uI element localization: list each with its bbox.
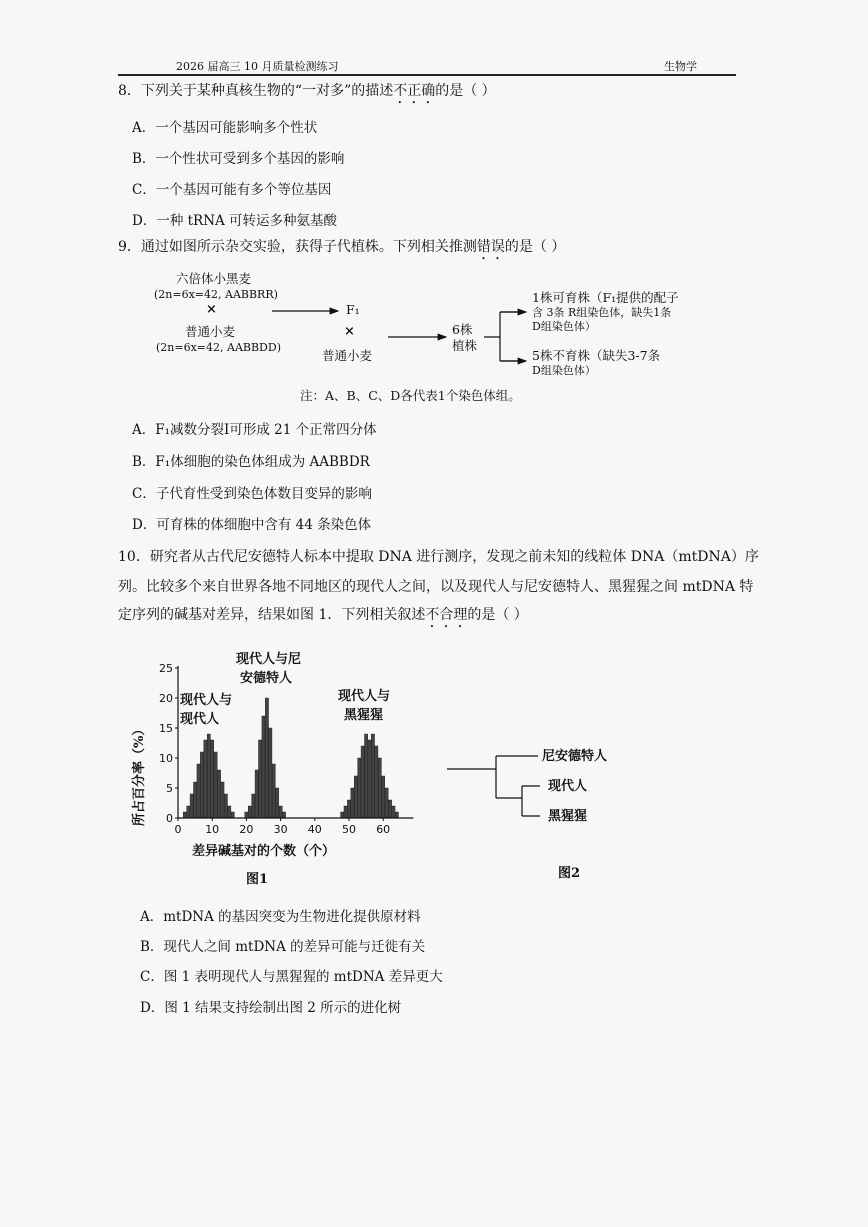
histogram-bar: [276, 788, 279, 818]
histogram-bar: [190, 794, 193, 818]
y-tick-label: 10: [159, 752, 173, 765]
parent2-karyotype: (2n=6x=42, AABBDD): [156, 341, 281, 354]
q9-stem: 9．通过如图所示杂交实验，获得子代植株。下列相关推测错误的是（ ）: [118, 239, 566, 255]
branch-bracket: [484, 312, 524, 361]
y-axis-title: 所占百分率（%）: [132, 722, 147, 826]
histogram-bar: [183, 812, 186, 818]
tree-label-neanderthal: 尼安德特人: [542, 749, 608, 764]
x-tick-label: 60: [376, 823, 391, 836]
fertile-result-2: 含 3条 R组染色体，缺失1条: [532, 306, 672, 319]
cross-symbol-1: ×: [206, 302, 217, 317]
q10-option-a[interactable]: A．mtDNA 的基因突变为生物进化提供原材料: [140, 909, 421, 925]
y-tick-label: 20: [159, 692, 173, 705]
q9-option-c[interactable]: C．子代育性受到染色体数目变异的影响: [132, 486, 372, 502]
histogram-bar: [217, 770, 220, 818]
series-label-chimp-1: 现代人与: [338, 689, 391, 704]
histogram-bar: [228, 806, 231, 818]
cross-symbol-2: ×: [344, 324, 355, 339]
cross-arrows: [0, 0, 868, 400]
histogram-bar: [211, 740, 214, 818]
q8-option-c[interactable]: C．一个基因可能有多个等位基因: [132, 182, 332, 198]
x-axis-title: 差异碱基对的个数（个）: [192, 844, 336, 859]
histogram-bar: [388, 800, 391, 818]
q8-stem: 8．下列关于某种真核生物的“一对多”的描述不正确的是（ ）: [118, 83, 496, 99]
q10-option-d[interactable]: D．图 1 结果支持绘制出图 2 所示的进化树: [140, 1000, 402, 1016]
histogram-bar: [282, 812, 285, 818]
series-label-human-2: 现代人: [180, 712, 220, 727]
histogram-bar: [200, 752, 203, 818]
histogram-bar: [385, 788, 388, 818]
backcross-parent: 普通小麦: [322, 348, 373, 363]
y-tick-label: 5: [166, 782, 173, 795]
histogram-bar: [344, 806, 347, 818]
q8-option-d[interactable]: D．一种 tRNA 可转运多种氨基酸: [132, 213, 338, 229]
tree-label-modern-human: 现代人: [548, 779, 588, 794]
exam-title: 2026 届高三 10 月质量检测练习: [176, 60, 339, 73]
q9-option-b[interactable]: B．F₁体细胞的染色体组成为 AABBDR: [132, 454, 370, 470]
histogram-bar: [197, 764, 200, 818]
y-tick-label: 0: [166, 812, 173, 825]
sterile-result-2: D组染色体）: [532, 364, 596, 377]
parent1-karyotype: (2n=6x=42, AABBRR): [154, 288, 278, 301]
histogram-bar: [224, 794, 227, 818]
histogram-bar: [368, 740, 371, 818]
histogram-bar: [194, 782, 197, 818]
histogram-bar: [204, 740, 207, 818]
histogram-bar: [351, 788, 354, 818]
q10-line-3: 定序列的碱基对差异，结果如图 1．下列相关叙述不合理的是（ ）: [118, 607, 528, 623]
histogram-bar: [354, 776, 357, 818]
histogram-bar: [358, 758, 361, 818]
series-label-neanderthal-2: 安德特人: [240, 671, 293, 686]
histogram-bar: [279, 806, 282, 818]
histogram-bar: [262, 716, 265, 818]
x-tick-label: 50: [342, 823, 356, 836]
histogram-bar: [269, 728, 272, 818]
q8-option-b[interactable]: B．一个性状可受到多个基因的影响: [132, 151, 345, 167]
q8-emphasis: 不正确: [393, 83, 436, 99]
histogram-bar: [395, 812, 398, 818]
histogram-bar: [248, 806, 251, 818]
offspring-label: 植株: [452, 338, 478, 353]
fertile-result-1: 1株可育株（F₁提供的配子: [532, 290, 679, 305]
q10-line-1: 10．研究者从古代尼安德特人标本中提取 DNA 进行测序，发现之前未知的线粒体 DNA（mtDNA）序: [118, 549, 759, 565]
q9-option-a[interactable]: A．F₁减数分裂Ⅰ可形成 21 个正常四分体: [132, 422, 377, 438]
x-tick-label: 20: [239, 823, 254, 836]
histogram-bar: [378, 758, 381, 818]
figure-2-caption: 图2: [558, 866, 581, 881]
histogram-bar: [207, 734, 210, 818]
histogram-bar: [341, 812, 344, 818]
diagram-note: 注：A、B、C、D各代表1个染色体组。: [300, 388, 521, 403]
histogram-bar: [214, 752, 217, 818]
histogram-bar: [365, 734, 368, 818]
q10-emphasis: 不合理: [425, 607, 468, 623]
parent2-name: 普通小麦: [185, 324, 236, 339]
histogram-bar: [347, 800, 350, 818]
histogram-bar: [245, 812, 248, 818]
x-tick-label: 10: [205, 823, 220, 836]
figure-1-caption: 图1: [246, 872, 269, 887]
histogram-bar: [265, 698, 268, 818]
q8-option-a[interactable]: A．一个基因可能影响多个性状: [132, 120, 318, 136]
q9-option-d[interactable]: D．可育株的体细胞中含有 44 条染色体: [132, 517, 372, 533]
histogram-bar: [258, 740, 261, 818]
phylogenetic-tree: [440, 740, 550, 830]
histogram-bar: [221, 782, 224, 818]
f1-label: F₁: [346, 302, 360, 317]
series-label-neanderthal-1: 现代人与尼: [236, 652, 302, 667]
histogram-bar: [187, 806, 190, 818]
histogram-bar: [382, 776, 385, 818]
series-label-human-1: 现代人与: [180, 693, 233, 708]
histogram-bar: [371, 734, 374, 818]
histogram-bar: [392, 806, 395, 818]
tree-label-chimpanzee: 黑猩猩: [548, 809, 588, 824]
x-tick-label: 40: [307, 823, 322, 836]
histogram-bar: [255, 770, 258, 818]
series-label-chimp-2: 黑猩猩: [344, 708, 384, 723]
x-tick-label: 30: [273, 823, 288, 836]
x-tick-label: 0: [174, 823, 182, 836]
histogram-bar: [252, 794, 255, 818]
sterile-result-1: 5株不育株（缺失3-7条: [532, 348, 661, 363]
y-tick-label: 15: [159, 722, 173, 735]
q10-option-b[interactable]: B．现代人之间 mtDNA 的差异可能与迁徙有关: [140, 939, 426, 955]
y-tick-label: 25: [159, 662, 173, 675]
q9-emphasis: 错误: [476, 239, 505, 255]
histogram-bar: [272, 764, 275, 818]
q10-option-c[interactable]: C．图 1 表明现代人与黑猩猩的 mtDNA 差异更大: [140, 969, 443, 985]
fertile-result-3: D组染色体）: [532, 320, 596, 333]
histogram-bar: [231, 812, 234, 818]
histogram-bar: [361, 746, 364, 818]
subject-label: 生物学: [664, 60, 697, 73]
offspring-count: 6株: [452, 322, 473, 337]
parent1-name: 六倍体小黑麦: [176, 271, 252, 286]
histogram-bar: [375, 746, 378, 818]
q10-line-2: 列。比较多个来自世界各地不同地区的现代人之间，以及现代人与尼安德特人、黑猩猩之间 mtDNA 特: [118, 579, 754, 595]
